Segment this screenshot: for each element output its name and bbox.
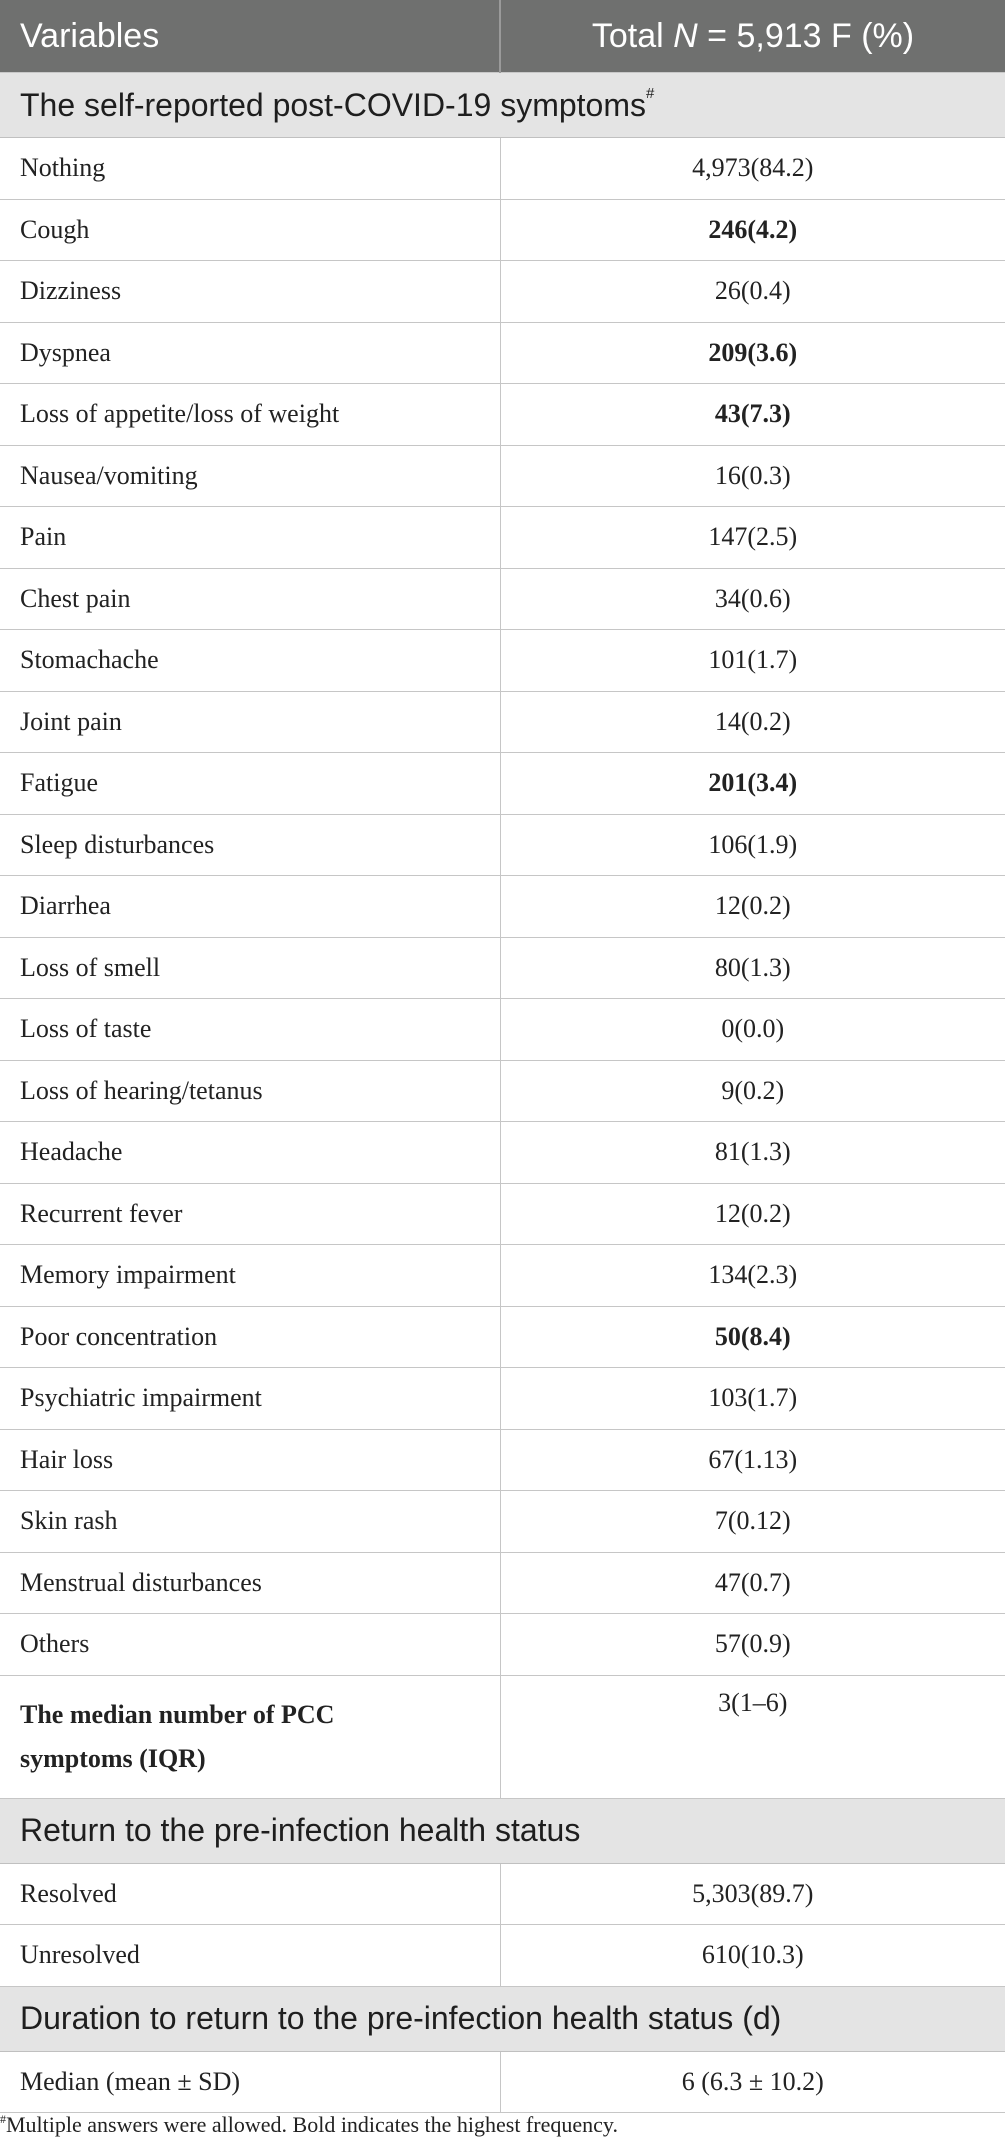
row-value: 106(1.9) xyxy=(500,814,1005,876)
section-return-title: Return to the pre-infection health status xyxy=(0,1798,1005,1863)
section-symptoms-text: The self-reported post-COVID-19 symptoms xyxy=(20,86,646,123)
row-label: Dizziness xyxy=(0,261,500,323)
row-value: 26(0.4) xyxy=(500,261,1005,323)
table-row xyxy=(0,2051,1005,2113)
row-label: Dyspnea xyxy=(0,322,500,384)
table-row xyxy=(0,507,1005,569)
row-label: Resolved xyxy=(0,1863,500,1925)
row-value: 101(1.7) xyxy=(500,630,1005,692)
row-value: 5,303(89.7) xyxy=(500,1863,1005,1925)
row-label: Sleep disturbances xyxy=(0,814,500,876)
row-value: 12(0.2) xyxy=(500,876,1005,938)
table-row xyxy=(0,876,1005,938)
header-total-prefix: Total xyxy=(591,16,674,55)
row-value: 12(0.2) xyxy=(500,1183,1005,1245)
row-value: 134(2.3) xyxy=(500,1245,1005,1307)
row-label: Stomachache xyxy=(0,630,500,692)
row-label: Loss of appetite/loss of weight xyxy=(0,384,500,446)
table-row xyxy=(0,1429,1005,1491)
header-variables: Variables xyxy=(0,0,500,73)
row-value: 201(3.4) xyxy=(500,753,1005,815)
row-label: Loss of smell xyxy=(0,937,500,999)
table-row xyxy=(0,445,1005,507)
table-header-row xyxy=(0,0,1005,73)
row-value: 0(0.0) xyxy=(500,999,1005,1061)
row-label: Psychiatric impairment xyxy=(0,1368,500,1430)
table-row xyxy=(0,1060,1005,1122)
row-value: 209(3.6) xyxy=(500,322,1005,384)
row-label: Hair loss xyxy=(0,1429,500,1491)
table-row xyxy=(0,691,1005,753)
table-row xyxy=(0,937,1005,999)
table-row xyxy=(0,1491,1005,1553)
row-label: Loss of hearing/tetanus xyxy=(0,1060,500,1122)
row-label: Pain xyxy=(0,507,500,569)
table-row xyxy=(0,1306,1005,1368)
row-value: 6 (6.3 ± 10.2) xyxy=(500,2051,1005,2113)
header-total xyxy=(500,0,1005,73)
row-label: Headache xyxy=(0,1122,500,1184)
row-label: Cough xyxy=(0,199,500,261)
table-row xyxy=(0,1245,1005,1307)
row-value: 103(1.7) xyxy=(500,1368,1005,1430)
section-symptoms-title xyxy=(0,73,1005,138)
section-symptoms-mark: # xyxy=(645,84,655,102)
table-row xyxy=(0,753,1005,815)
row-label: Poor concentration xyxy=(0,1306,500,1368)
row-label: Menstrual disturbances xyxy=(0,1552,500,1614)
table-row xyxy=(0,1183,1005,1245)
row-label: Memory impairment xyxy=(0,1245,500,1307)
row-label: Recurrent fever xyxy=(0,1183,500,1245)
table-row xyxy=(0,1552,1005,1614)
row-value: 246(4.2) xyxy=(500,199,1005,261)
table-row xyxy=(0,1925,1005,1987)
row-value: 9(0.2) xyxy=(500,1060,1005,1122)
row-value: 81(1.3) xyxy=(500,1122,1005,1184)
section-symptoms xyxy=(0,73,1005,138)
row-label: Skin rash xyxy=(0,1491,500,1553)
table-row xyxy=(0,1614,1005,1676)
row-value: 67(1.13) xyxy=(500,1429,1005,1491)
row-label: Chest pain xyxy=(0,568,500,630)
row-value: 7(0.12) xyxy=(500,1491,1005,1553)
row-value: 43(7.3) xyxy=(500,384,1005,446)
table-row xyxy=(0,568,1005,630)
median-pcc-label xyxy=(0,1675,500,1798)
row-label: Unresolved xyxy=(0,1925,500,1987)
row-value: 14(0.2) xyxy=(500,691,1005,753)
row-value: 610(10.3) xyxy=(500,1925,1005,1987)
table-row xyxy=(0,322,1005,384)
table-row xyxy=(0,999,1005,1061)
row-value: 80(1.3) xyxy=(500,937,1005,999)
row-value: 147(2.5) xyxy=(500,507,1005,569)
row-label: Joint pain xyxy=(0,691,500,753)
footnote-mark: # xyxy=(0,2112,6,2126)
row-value: 50(8.4) xyxy=(500,1306,1005,1368)
row-label: Nausea/vomiting xyxy=(0,445,500,507)
footnote xyxy=(0,2112,618,2138)
table-row xyxy=(0,1368,1005,1430)
row-value: 4,973(84.2) xyxy=(500,138,1005,200)
row-label: Diarrhea xyxy=(0,876,500,938)
section-duration xyxy=(0,1986,1005,2051)
table-row xyxy=(0,261,1005,323)
header-total-suffix: = 5,913 F (%) xyxy=(697,16,915,55)
row-value: 47(0.7) xyxy=(500,1552,1005,1614)
table-row-median-pcc xyxy=(0,1675,1005,1798)
row-label: Others xyxy=(0,1614,500,1676)
row-label: Fatigue xyxy=(0,753,500,815)
table-row xyxy=(0,1863,1005,1925)
footnote-text: Multiple answers were allowed. Bold indicates the highest frequency. xyxy=(6,2112,618,2137)
row-value: 34(0.6) xyxy=(500,568,1005,630)
table-row xyxy=(0,1122,1005,1184)
section-return xyxy=(0,1798,1005,1863)
row-value: 16(0.3) xyxy=(500,445,1005,507)
table-row xyxy=(0,814,1005,876)
median-pcc-label-line2: symptoms (IQR) xyxy=(20,1743,206,1773)
table-row xyxy=(0,138,1005,200)
row-value: 57(0.9) xyxy=(500,1614,1005,1676)
row-label: Median (mean ± SD) xyxy=(0,2051,500,2113)
table-row xyxy=(0,630,1005,692)
section-duration-title: Duration to return to the pre-infection health status (d) xyxy=(0,1986,1005,2051)
row-label: Loss of taste xyxy=(0,999,500,1061)
table-row xyxy=(0,199,1005,261)
median-pcc-value: 3(1–6) xyxy=(500,1675,1005,1798)
table-row xyxy=(0,384,1005,446)
median-pcc-label-line1: The median number of PCC xyxy=(20,1699,335,1729)
row-label: Nothing xyxy=(0,138,500,200)
header-total-n: N xyxy=(673,16,698,55)
